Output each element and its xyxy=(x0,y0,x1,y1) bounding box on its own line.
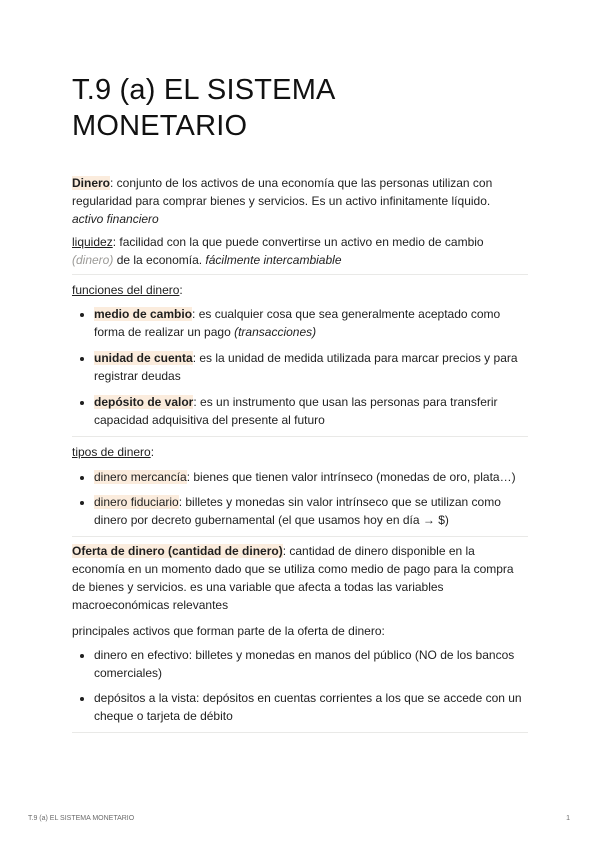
title-line-1: T.9 (a) EL SISTEMA xyxy=(72,74,336,106)
dinero-term: Dinero xyxy=(72,176,111,190)
tipos-list xyxy=(72,468,528,529)
liquidez-definition xyxy=(72,233,528,269)
divider xyxy=(72,274,528,275)
page-footer xyxy=(28,815,570,822)
tipos-heading-line xyxy=(72,443,528,461)
tipo-term-1: dinero fiduciario xyxy=(94,495,179,509)
list-item: • depósitos a la vista: depósitos en cuentas corrientes a los que se accede con un cheque o tarjeta de débito xyxy=(94,689,528,725)
tipo-term-0: dinero mercancía xyxy=(94,470,187,484)
liquidez-def-a: : facilidad con la que puede convertirse un activo en medio de cambio xyxy=(112,235,484,249)
funciones-list xyxy=(72,305,528,429)
divider xyxy=(72,436,528,437)
tipo-text-0: : bienes que tienen valor intrínseco (monedas de oro, plata…) xyxy=(186,470,516,484)
funcion-text-2: : es un instrumento que usan las personas para transferir capacidad adquisitiva del presente al futuro xyxy=(94,395,498,427)
dinero-def: : conjunto de los activos de una economía que las personas utilizan con regularidad para comprar bienes y servicios. Es un activo infinitamente líquido. xyxy=(72,176,493,208)
liquidez-grey: (dinero) xyxy=(72,253,114,267)
dinero-paragraph xyxy=(72,174,528,228)
page-title xyxy=(72,72,528,144)
list-item: • dinero en efectivo: billetes y monedas en manos del público (NO de los bancos comerciales) xyxy=(94,646,528,682)
footer-title: T.9 (a) EL SISTEMA MONETARIO xyxy=(28,815,135,822)
tipos-heading: tipos de dinero xyxy=(72,445,151,459)
funciones-heading-line xyxy=(72,281,528,299)
funcion-note-0: (transacciones) xyxy=(234,325,317,339)
activos-list xyxy=(72,646,528,725)
oferta-term: Oferta de dinero (cantidad de dinero) xyxy=(72,544,283,558)
funciones-colon: : xyxy=(179,283,183,297)
title-line-2: MONETARIO xyxy=(72,110,248,142)
funciones-section xyxy=(72,281,528,429)
divider xyxy=(72,536,528,537)
dinero-definition xyxy=(72,174,528,228)
oferta-paragraph xyxy=(72,542,528,614)
activos-intro: principales activos que forman parte de la oferta de dinero: xyxy=(72,624,385,638)
tipos-section xyxy=(72,443,528,529)
liquidez-note: fácilmente intercambiable xyxy=(205,253,342,267)
funcion-text-1: : es la unidad de medida utilizada para marcar precios y para registrar deudas xyxy=(94,351,518,383)
funcion-text-0: : es cualquier cosa que sea generalmente aceptado como forma de realizar un pago xyxy=(94,307,501,339)
footer-page-number: 1 xyxy=(566,815,570,822)
oferta-def: : cantidad de dinero disponible en la economía en un momento dado que se utiliza como medio de pago para la compra de bienes y servicios. es una variable que afecta a todas las variables macroeconómicas relevantes xyxy=(72,544,514,612)
page-content xyxy=(72,72,528,733)
list-item xyxy=(94,305,528,341)
funcion-term-0: medio de cambio xyxy=(94,307,193,321)
list-item xyxy=(94,468,528,486)
activos-section xyxy=(72,622,528,725)
funcion-term-2: depósito de valor xyxy=(94,395,194,409)
liquidez-def-b: de la economía. xyxy=(113,253,206,267)
dinero-note: activo financiero xyxy=(72,212,159,226)
list-item xyxy=(94,349,528,385)
liquidez-term: liquidez xyxy=(72,235,113,249)
oferta-section xyxy=(72,542,528,614)
liquidez-paragraph xyxy=(72,233,528,269)
divider xyxy=(72,732,528,733)
tipos-colon: : xyxy=(150,445,155,459)
list-item xyxy=(94,393,528,429)
funciones-heading: funciones del dinero xyxy=(72,283,180,297)
tipo-text-1: : billetes y monedas sin valor intrínseco que se utilizan como dinero por decreto gubernamental (el que usamos hoy en día → $) xyxy=(94,495,501,527)
list-item xyxy=(94,493,528,529)
funcion-term-1: unidad de cuenta xyxy=(94,351,193,365)
